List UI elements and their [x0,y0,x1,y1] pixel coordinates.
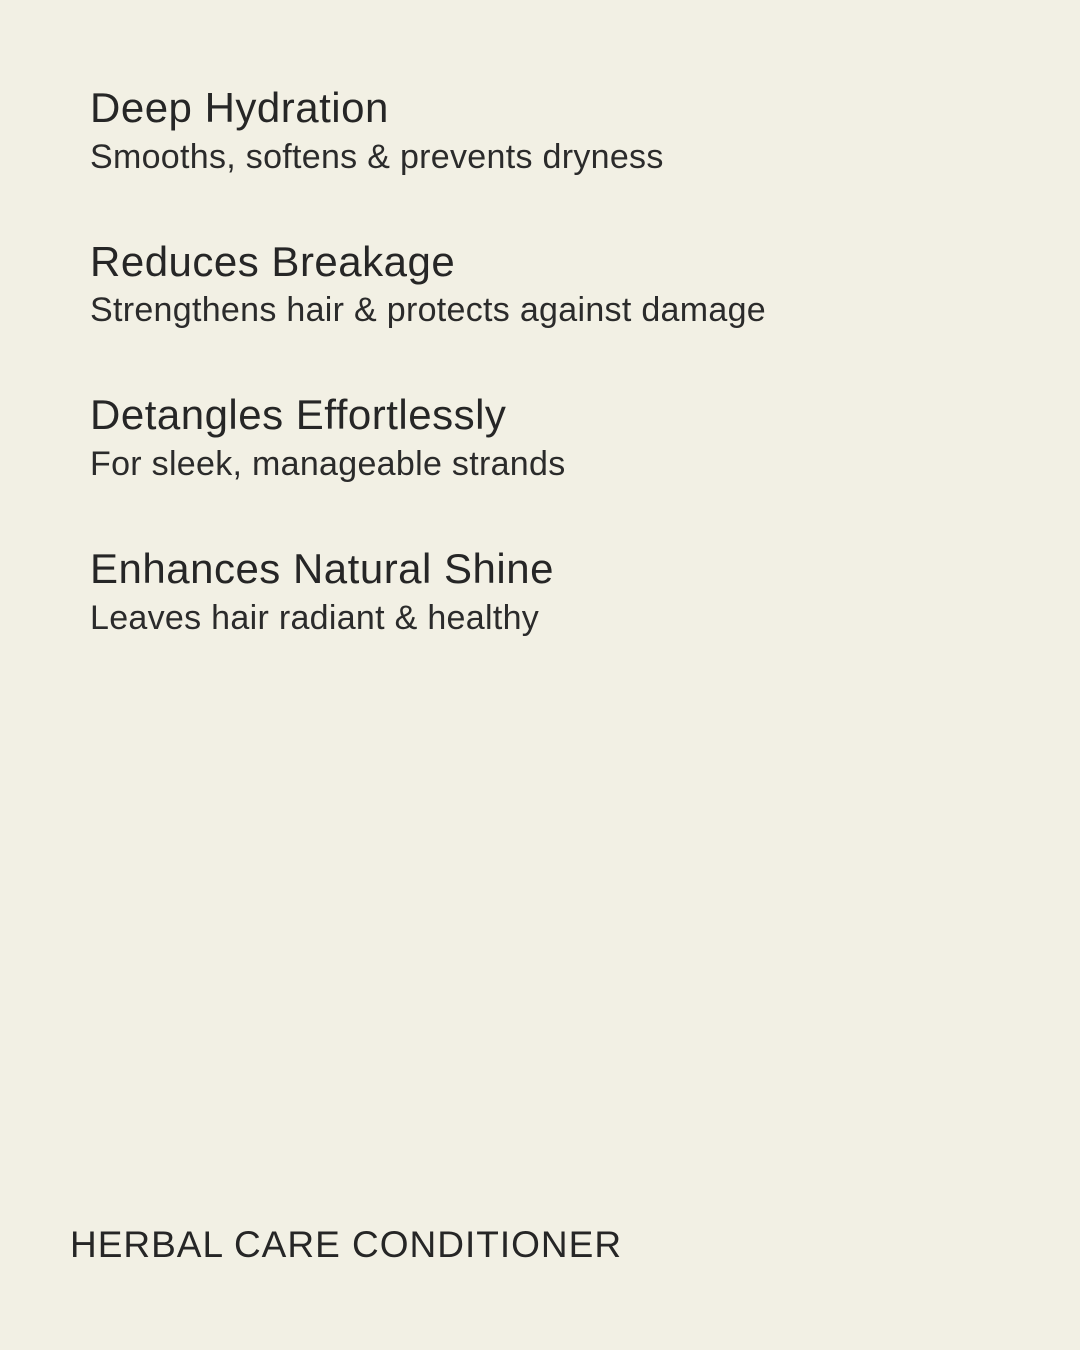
benefit-detangles-effortlessly [90,390,1020,486]
benefit-title: Detangles Effortlessly [90,391,507,439]
footer [70,1224,622,1266]
product-name: HERBAL CARE CONDITIONER [70,1224,623,1265]
benefit-title: Reduces Breakage [90,237,456,285]
benefit-description: Strengthens hair & protects against damage [90,291,766,330]
benefit-description: Smooths, softens & prevents dryness [90,137,664,176]
benefit-title: Deep Hydration [90,84,389,131]
benefit-title: Enhances Natural Shine [90,545,554,593]
benefit-description: For sleek, manageable strands [90,445,566,484]
benefit-deep-hydration [90,83,1020,179]
benefit-enhances-natural-shine [90,544,1020,640]
benefit-reduces-breakage [90,237,1020,333]
benefits-list [90,83,1020,698]
benefit-description: Leaves hair radiant & healthy [90,598,540,637]
